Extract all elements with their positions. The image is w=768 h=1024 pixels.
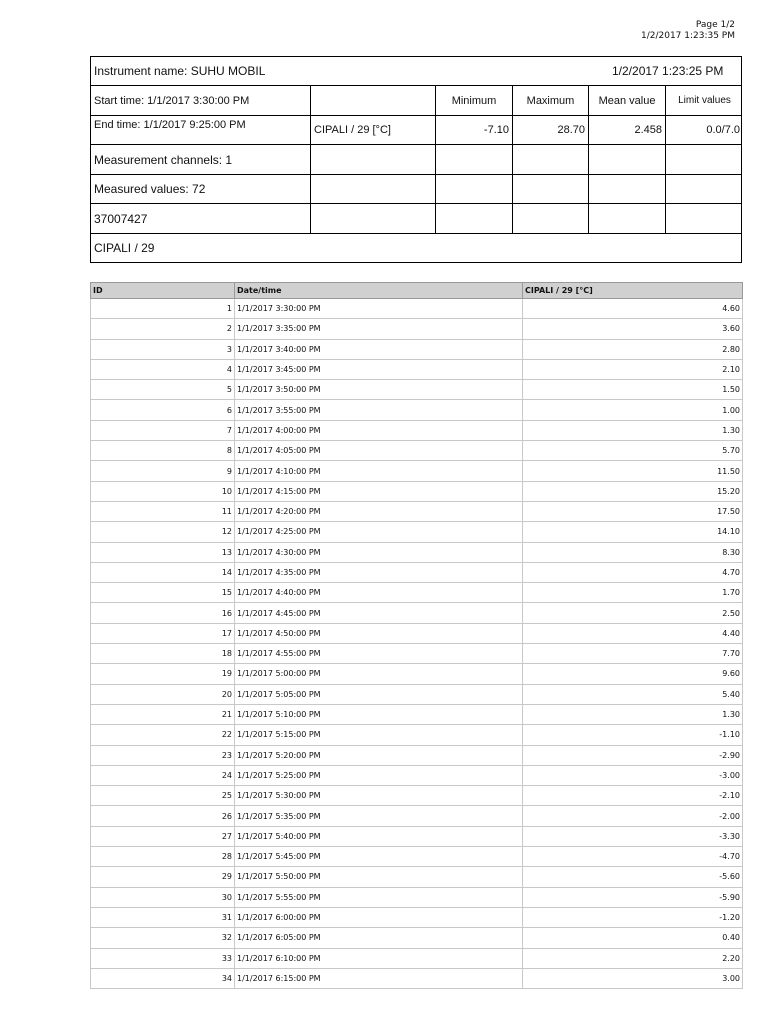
table-row (91, 380, 743, 400)
row-datetime: 1/1/2017 4:15:00 PM (235, 481, 523, 501)
row-value: -1.10 (523, 725, 743, 745)
row-value: 2.20 (523, 948, 743, 968)
row-datetime: 1/1/2017 4:10:00 PM (235, 461, 523, 481)
row-value: 11.50 (523, 461, 743, 481)
header-limits: Limit values (665, 86, 743, 115)
channel-maximum: 28.70 (512, 116, 588, 144)
row-datetime: 1/1/2017 3:30:00 PM (235, 299, 523, 319)
table-row (91, 644, 743, 664)
table-row (91, 928, 743, 948)
row-value: -3.00 (523, 765, 743, 785)
table-row (91, 664, 743, 684)
table-row (91, 339, 743, 359)
table-row (91, 583, 743, 603)
table-row (91, 299, 743, 319)
row-id: 11 (91, 501, 235, 521)
table-row (91, 704, 743, 724)
row-id: 28 (91, 847, 235, 867)
row-id: 24 (91, 765, 235, 785)
row-datetime: 1/1/2017 5:35:00 PM (235, 806, 523, 826)
row-id: 20 (91, 684, 235, 704)
row-datetime: 1/1/2017 3:50:00 PM (235, 380, 523, 400)
row-value: 0.40 (523, 928, 743, 948)
start-time: Start time: 1/1/2017 3:30:00 PM (94, 94, 250, 107)
row-id: 26 (91, 806, 235, 826)
row-datetime: 1/1/2017 6:10:00 PM (235, 948, 523, 968)
row-value: -3.30 (523, 826, 743, 846)
row-id: 19 (91, 664, 235, 684)
summary-cell-blank (512, 145, 588, 174)
row-id: 16 (91, 603, 235, 623)
table-row (91, 826, 743, 846)
row-value: 5.70 (523, 441, 743, 461)
row-datetime: 1/1/2017 5:40:00 PM (235, 826, 523, 846)
summary-cell-blank (310, 86, 435, 115)
summary-cell-blank (435, 175, 512, 203)
row-value: 9.60 (523, 664, 743, 684)
channel-minimum: -7.10 (435, 116, 512, 144)
table-row (91, 806, 743, 826)
row-value: 1.70 (523, 583, 743, 603)
row-value: 4.70 (523, 562, 743, 582)
table-row (91, 765, 743, 785)
row-value: 2.10 (523, 359, 743, 379)
row-datetime: 1/1/2017 3:55:00 PM (235, 400, 523, 420)
header-minimum: Minimum (435, 86, 512, 115)
summary-cell-blank (512, 204, 588, 233)
table-header-row (91, 283, 743, 299)
row-datetime: 1/1/2017 6:05:00 PM (235, 928, 523, 948)
row-value: -2.10 (523, 786, 743, 806)
row-value: 8.30 (523, 542, 743, 562)
row-id: 9 (91, 461, 235, 481)
row-id: 34 (91, 968, 235, 988)
row-id: 33 (91, 948, 235, 968)
page-header (641, 20, 735, 42)
row-value: 5.40 (523, 684, 743, 704)
channel-name: CIPALI / 29 (94, 241, 155, 255)
summary-cell-blank (588, 145, 665, 174)
row-id: 4 (91, 359, 235, 379)
row-datetime: 1/1/2017 6:15:00 PM (235, 968, 523, 988)
summary-cell-blank (665, 145, 743, 174)
summary-cell-blank (310, 145, 435, 174)
row-id: 25 (91, 786, 235, 806)
row-value: -4.70 (523, 847, 743, 867)
summary-row-measured (91, 175, 741, 204)
table-row (91, 968, 743, 988)
row-value: -2.90 (523, 745, 743, 765)
row-datetime: 1/1/2017 4:55:00 PM (235, 644, 523, 664)
table-row (91, 725, 743, 745)
row-value: 4.60 (523, 299, 743, 319)
table-row (91, 847, 743, 867)
table-row (91, 603, 743, 623)
row-datetime: 1/1/2017 4:00:00 PM (235, 420, 523, 440)
table-row (91, 400, 743, 420)
page-number: Page 1/2 (695, 20, 735, 30)
summary-cell-blank (435, 145, 512, 174)
row-datetime: 1/1/2017 3:40:00 PM (235, 339, 523, 359)
table-row (91, 745, 743, 765)
table-row (91, 441, 743, 461)
table-row (91, 359, 743, 379)
table-row (91, 907, 743, 927)
summary-row-serial (91, 204, 741, 234)
table-row (91, 948, 743, 968)
summary-box (90, 56, 742, 263)
table-row (91, 319, 743, 339)
row-id: 30 (91, 887, 235, 907)
row-id: 6 (91, 400, 235, 420)
row-id: 3 (91, 339, 235, 359)
row-datetime: 1/1/2017 5:25:00 PM (235, 765, 523, 785)
row-value: 1.30 (523, 704, 743, 724)
row-datetime: 1/1/2017 5:00:00 PM (235, 664, 523, 684)
end-time: End time: 1/1/2017 9:25:00 PM (94, 119, 246, 131)
table-row (91, 623, 743, 643)
summary-cell-blank (310, 175, 435, 203)
row-value: 1.30 (523, 420, 743, 440)
table-row (91, 867, 743, 887)
table-row (91, 522, 743, 542)
row-value: -5.90 (523, 887, 743, 907)
row-id: 8 (91, 441, 235, 461)
measurement-table (90, 282, 743, 989)
row-id: 17 (91, 623, 235, 643)
row-id: 29 (91, 867, 235, 887)
row-value: -1.20 (523, 907, 743, 927)
row-datetime: 1/1/2017 6:00:00 PM (235, 907, 523, 927)
summary-cell-blank (588, 175, 665, 203)
row-id: 18 (91, 644, 235, 664)
summary-cell-blank (512, 175, 588, 203)
table-row (91, 684, 743, 704)
row-value: 7.70 (523, 644, 743, 664)
row-value: 2.80 (523, 339, 743, 359)
row-value: 4.40 (523, 623, 743, 643)
row-datetime: 1/1/2017 5:45:00 PM (235, 847, 523, 867)
table-row (91, 501, 743, 521)
summary-row-instrument (91, 57, 741, 86)
column-header-datetime: Date/time (235, 283, 523, 299)
table-row (91, 481, 743, 501)
row-value: 15.20 (523, 481, 743, 501)
row-value: 3.60 (523, 319, 743, 339)
table-row (91, 420, 743, 440)
row-id: 1 (91, 299, 235, 319)
row-datetime: 1/1/2017 5:15:00 PM (235, 725, 523, 745)
row-id: 7 (91, 420, 235, 440)
row-id: 27 (91, 826, 235, 846)
row-datetime: 1/1/2017 4:30:00 PM (235, 542, 523, 562)
row-datetime: 1/1/2017 5:55:00 PM (235, 887, 523, 907)
table-row (91, 887, 743, 907)
row-datetime: 1/1/2017 5:20:00 PM (235, 745, 523, 765)
row-datetime: 1/1/2017 4:45:00 PM (235, 603, 523, 623)
table-row (91, 562, 743, 582)
summary-row-end (91, 116, 741, 145)
row-id: 14 (91, 562, 235, 582)
column-header-id: ID (91, 283, 235, 299)
summary-cell-blank (310, 204, 435, 233)
row-value: -5.60 (523, 867, 743, 887)
summary-cell-blank (665, 175, 743, 203)
instrument-name: Instrument name: SUHU MOBIL (94, 64, 266, 78)
row-datetime: 1/1/2017 5:05:00 PM (235, 684, 523, 704)
table-row (91, 461, 743, 481)
table-row (91, 786, 743, 806)
summary-cell-blank (665, 204, 743, 233)
row-id: 32 (91, 928, 235, 948)
row-id: 21 (91, 704, 235, 724)
row-id: 12 (91, 522, 235, 542)
row-datetime: 1/1/2017 5:30:00 PM (235, 786, 523, 806)
measurement-channels: Measurement channels: 1 (94, 152, 233, 167)
row-value: 3.00 (523, 968, 743, 988)
measured-values: Measured values: 72 (94, 182, 206, 196)
header-maximum: Maximum (512, 86, 588, 115)
row-value: 14.10 (523, 522, 743, 542)
row-datetime: 1/1/2017 4:05:00 PM (235, 441, 523, 461)
row-datetime: 1/1/2017 4:40:00 PM (235, 583, 523, 603)
channel-label: CIPALI / 29 [°C] (310, 116, 435, 144)
row-value: 2.50 (523, 603, 743, 623)
row-id: 15 (91, 583, 235, 603)
row-datetime: 1/1/2017 3:35:00 PM (235, 319, 523, 339)
row-value: 1.50 (523, 380, 743, 400)
column-header-value: CIPALI / 29 [°C] (523, 283, 743, 299)
header-mean: Mean value (588, 86, 665, 115)
row-datetime: 1/1/2017 3:45:00 PM (235, 359, 523, 379)
channel-limits: 0.0/7.0 (665, 116, 743, 144)
summary-row-start (91, 86, 741, 116)
instrument-date: 1/2/2017 1:23:25 PM (612, 64, 724, 78)
summary-row-channel-name (91, 234, 741, 262)
print-timestamp: 1/2/2017 1:23:35 PM (640, 31, 735, 41)
row-value: -2.00 (523, 806, 743, 826)
row-datetime: 1/1/2017 4:35:00 PM (235, 562, 523, 582)
row-id: 23 (91, 745, 235, 765)
serial-number: 37007427 (94, 211, 148, 226)
row-datetime: 1/1/2017 5:10:00 PM (235, 704, 523, 724)
row-value: 1.00 (523, 400, 743, 420)
row-datetime: 1/1/2017 4:25:00 PM (235, 522, 523, 542)
channel-mean: 2.458 (588, 116, 665, 144)
table-body (91, 299, 743, 989)
row-datetime: 1/1/2017 4:20:00 PM (235, 501, 523, 521)
summary-row-channels (91, 145, 741, 175)
row-id: 2 (91, 319, 235, 339)
row-id: 5 (91, 380, 235, 400)
row-datetime: 1/1/2017 5:50:00 PM (235, 867, 523, 887)
summary-cell-blank (588, 204, 665, 233)
summary-cell-blank (435, 204, 512, 233)
row-id: 22 (91, 725, 235, 745)
table-row (91, 542, 743, 562)
row-id: 13 (91, 542, 235, 562)
row-value: 17.50 (523, 501, 743, 521)
row-id: 10 (91, 481, 235, 501)
row-id: 31 (91, 907, 235, 927)
row-datetime: 1/1/2017 4:50:00 PM (235, 623, 523, 643)
